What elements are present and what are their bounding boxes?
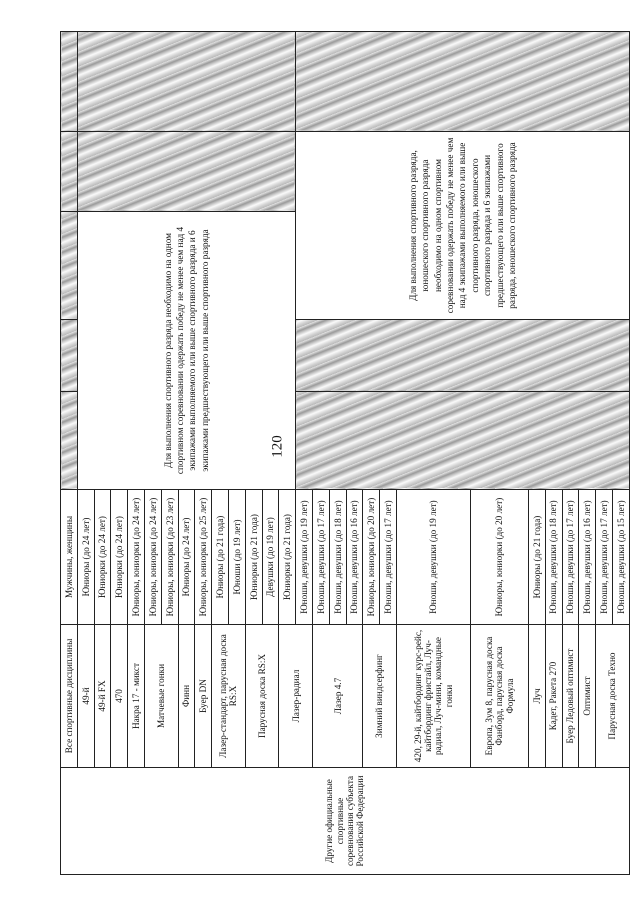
discipline-cell: Финн bbox=[178, 625, 195, 768]
group-cell: Юниоры, юниорки (до 25 лет) bbox=[195, 490, 212, 625]
group-cell: Юниоры, юниорки (до 23 лет) bbox=[161, 490, 178, 625]
group-cell: Юниоры (до 21 года) bbox=[212, 490, 229, 625]
discipline-cell: Все спортивные дисциплины bbox=[61, 625, 78, 768]
discipline-cell: Парусная доска Техно bbox=[596, 625, 630, 768]
rotated-table-container bbox=[60, 32, 630, 875]
shaded-cell bbox=[296, 320, 630, 392]
discipline-cell: Лазер-стандарт, парусная доска RS:X bbox=[212, 625, 246, 768]
discipline-cell: Луч bbox=[528, 625, 545, 768]
discipline-cell: Парусная доска RS:X bbox=[245, 625, 279, 768]
sport-discipline-table bbox=[60, 31, 630, 875]
shaded-cell bbox=[77, 132, 295, 212]
group-cell: Юноши, девушки (до 19 лет) bbox=[396, 490, 470, 625]
discipline-cell: Буер Ледовый оптимист bbox=[562, 625, 579, 768]
group-cell: Мужчины, женщины bbox=[61, 490, 78, 625]
shaded-cell bbox=[77, 32, 295, 132]
discipline-cell: Лазер-радиал bbox=[279, 625, 313, 768]
requirement-text-1: Для выполнения спортивного разряда необходимо на одном спортивном соревновании одержать победу не менее чем над 4 экипажами выполняемого или выше спортивного разряда и 6 экипажами предшествующего или выше спортивного разряда bbox=[77, 212, 295, 490]
discipline-cell: Зимний виндсерфинг bbox=[363, 625, 397, 768]
group-cell: Юниорки (до 21 года) bbox=[245, 490, 262, 625]
group-cell: Юниоры (до 21 года) bbox=[528, 490, 545, 625]
discipline-cell: Накра 17 - микст bbox=[128, 625, 145, 768]
group-cell: Юноши (до 19 лет) bbox=[228, 490, 245, 625]
discipline-cell: 49-й FX bbox=[94, 625, 111, 768]
group-cell: Юниоры, юниорки (до 24 лет) bbox=[128, 490, 145, 625]
shaded-cell bbox=[61, 212, 78, 320]
shaded-cell bbox=[296, 32, 630, 132]
shaded-cell bbox=[61, 320, 78, 392]
group-cell: Юниорки (до 24 лет) bbox=[111, 490, 128, 625]
group-cell: Юноши, девушки (до 18 лет) bbox=[545, 490, 562, 625]
group-cell: Юноши, девушки (до 17 лет) bbox=[380, 490, 397, 625]
group-cell: Юниорки (до 24 лет) bbox=[94, 490, 111, 625]
group-cell: Юниорки (до 21 года) bbox=[279, 490, 296, 625]
group-cell: Юноши, девушки (до 18 лет) bbox=[329, 490, 346, 625]
discipline-cell: 470 bbox=[111, 625, 128, 768]
group-cell: Юниоры, юниорки (до 24 лет) bbox=[144, 490, 161, 625]
table-row bbox=[61, 32, 78, 875]
discipline-cell: Буер DN bbox=[195, 625, 212, 768]
group-cell: Юниоры (до 24 лет) bbox=[178, 490, 195, 625]
page-number: 120 bbox=[269, 435, 286, 458]
group-cell: Юноши, девушки (до 16 лет) bbox=[346, 490, 363, 625]
group-cell: Юноши, девушки (до 15 лет) bbox=[612, 490, 629, 625]
group-cell: Юноши, девушки (до 17 лет) bbox=[562, 490, 579, 625]
group-cell: Юниоры (до 24 лет) bbox=[77, 490, 94, 625]
discipline-cell: Матчевые гонки bbox=[144, 625, 178, 768]
requirement-text-2: Для выполнения спортивного разряда, юношеского спортивного разряда необходимо на одном спортивном соревновании одержать победу не менее чем над 4 экипажами выполняемого или выше спортивного разряда, юношеского спортивного разряда и 6 экипажами предшествующего или выше спортивного разряда, юношеского спортивного разряда bbox=[296, 132, 630, 320]
group-cell: Юноши, девушки (до 19 лет) bbox=[296, 490, 313, 625]
group-cell: Юноши, девушки (до 17 лет) bbox=[596, 490, 613, 625]
group-cell: Юниоры, юниорки (до 20 лет) bbox=[363, 490, 380, 625]
group-cell: Юноши, девушки (до 17 лет) bbox=[312, 490, 329, 625]
discipline-cell: 49-й bbox=[77, 625, 94, 768]
category-cell: Другие официальные спортивные соревнования субъекта Российской Федерации bbox=[61, 768, 630, 875]
shaded-cell bbox=[61, 32, 78, 132]
group-cell: Юниоры, юниорки (до 20 лет) bbox=[470, 490, 528, 625]
discipline-cell: Оптимист bbox=[579, 625, 596, 768]
table-row bbox=[77, 32, 94, 875]
discipline-cell: Лазер 4.7 bbox=[312, 625, 362, 768]
discipline-cell: Кадет, Ракета 270 bbox=[545, 625, 562, 768]
discipline-cell: 420, 29-й, кайтбординг курс-рейс, кайтбординг фристайл, Луч-радиал, Луч-мини, командные гонки bbox=[396, 625, 470, 768]
shaded-cell bbox=[296, 392, 630, 490]
discipline-cell: Европа, Зум 8, парусная доска Фанборд, парусная доска Формула bbox=[470, 625, 528, 768]
shaded-cell bbox=[61, 132, 78, 212]
group-cell: Юноши, девушки (до 16 лет) bbox=[579, 490, 596, 625]
shaded-cell bbox=[61, 392, 78, 490]
group-cell: Девушки (до 19 лет) bbox=[262, 490, 279, 625]
